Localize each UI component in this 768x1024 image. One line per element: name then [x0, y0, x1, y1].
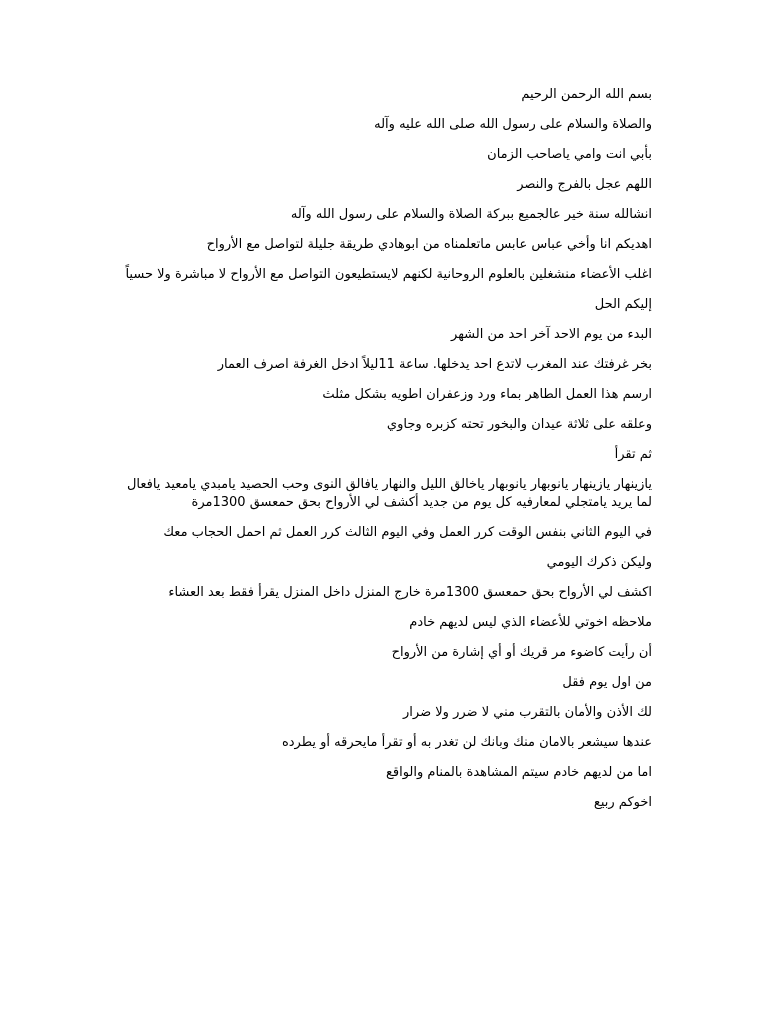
paragraph-solution-heading: إليكم الحل [594, 297, 652, 312]
paragraph-servant: اما من لديهم خادم سيتم المشاهدة بالمنام والواقع [385, 765, 652, 780]
paragraph-hanging: وعلقه على ثلاثة عيدان والبخور تحته كزبره وجاوي [386, 417, 652, 432]
paragraph-salawat: والصلاة والسلام على رسول الله صلى الله عليه وآله [374, 117, 652, 132]
paragraph-then-read: ثم تقرأ [614, 447, 652, 462]
paragraph-first-day: من اول يوم فقل [562, 675, 652, 690]
paragraph-problem: اغلب الأعضاء منشغلين بالعلوم الروحانية لكنهم لايستطيعون التواصل مع الأرواح لا مباشرة ولا حسياً [125, 267, 652, 282]
paragraph-second-day: في اليوم الثاني بنفس الوقت كرر العمل وفي اليوم الثالث كرر العمل ثم احمل الحجاب معك [163, 525, 652, 540]
paragraph-daily-dhikr: اكشف لي الأرواح بحق حمعسق 1300مرة خارج المنزل داخل المنزل يقرأ فقط بعد العشاء [168, 585, 652, 600]
paragraph-daily-dhikr-heading: وليكن ذكرك اليومي [546, 555, 652, 570]
paragraph-recitation: يازينهار يازينهار يانوبهار يانوبهار ياخالق الليل والنهار يافالق النوى وحب الحصيد يامبدي يامعيد يافعال لما يريد يامتجلي لمعارفيه كل يوم من جديد أكشف لي الأرواح بحق حمعسق 1300مرة [126, 477, 652, 510]
paragraph-dua: اللهم عجل بالفرج والنصر [517, 177, 652, 192]
paragraph-dedication: اهديكم انا وأخي عباس عابس ماتعلمناه من ابوهادي طريقة جليلة لتواصل مع الأرواح [206, 237, 652, 252]
paragraph-basmala: بسم الله الرحمن الرحيم [521, 87, 652, 102]
paragraph-invocation: بأبي انت وامي ياصاحب الزمان [487, 147, 652, 162]
document-body [112, 86, 652, 812]
paragraph-safety: عندها سيشعر بالامان منك وبانك لن تغدر به أو تقرأ مايحرقه أو يطرده [281, 735, 652, 750]
paragraph-new-year: انشالله سنة خير عالجميع ببركة الصلاة والسلام على رسول الله وآله [290, 207, 652, 222]
paragraph-start-day: البدء من يوم الاحد آخر احد من الشهر [451, 327, 652, 342]
paragraph-drawing: ارسم هذا العمل الطاهر بماء ورد وزعفران اطويه بشكل مثلث [322, 387, 652, 402]
paragraph-note: ملاحظه اخوتي للأعضاء الذي ليس لديهم خادم [409, 615, 652, 630]
paragraph-signature: اخوكم ربيع [593, 795, 652, 810]
paragraph-permission: لك الأذن والأمان بالتقرب مني لا ضرر ولا ضرار [403, 705, 652, 720]
paragraph-sign: أن رأيت كاضوء مر قريك أو أي إشارة من الأرواح [391, 645, 652, 660]
paragraph-room-prep: بخر غرفتك عند المغرب لاتدع احد يدخلها. ساعة 11ليلاً ادخل الغرفة اصرف العمار [217, 357, 652, 372]
